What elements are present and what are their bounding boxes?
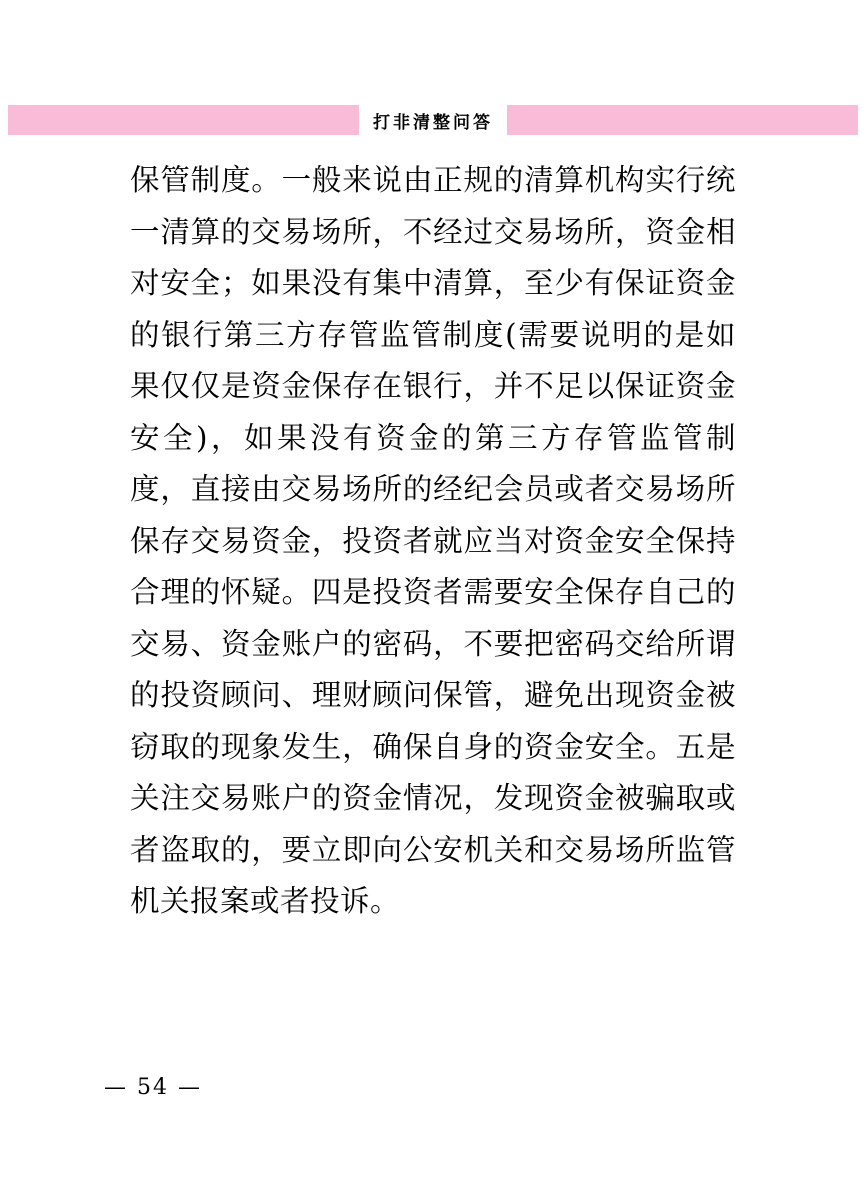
header-band-left-fill — [8, 105, 359, 135]
page-body — [130, 155, 736, 928]
page-header-band — [8, 105, 858, 135]
page-number: — 54 — — [104, 1075, 202, 1100]
header-band-right-fill — [507, 105, 858, 135]
page-footer — [0, 1075, 866, 1100]
running-title: 打非清整问答 — [373, 112, 493, 133]
header-title-container — [359, 105, 507, 135]
body-paragraph: 保管制度。一般来说由正规的清算机构实行统一清算的交易场所，不经过交易场所，资金相对安全；如果没有集中清算，至少有保证资金的银行第三方存管监管制度(需要说明的是如果仅仅是资金保存在银行，并不足以保证资金安全)，如果没有资金的第三方存管监管制度，直接由交易场所的经纪会员或者交易场所保存交易资金，投资者就应当对资金安全保持合理的怀疑。四是投资者需要安全保存自己的交易、资金账户的密码，不要把密码交给所谓的投资顾问、理财顾问保管，避免出现资金被窃取的现象发生，确保自身的资金安全。五是关注交易账户的资金情况，发现资金被骗取或者盗取的，要立即向公安机关和交易场所监管机关报案或者投诉。 — [130, 163, 736, 918]
